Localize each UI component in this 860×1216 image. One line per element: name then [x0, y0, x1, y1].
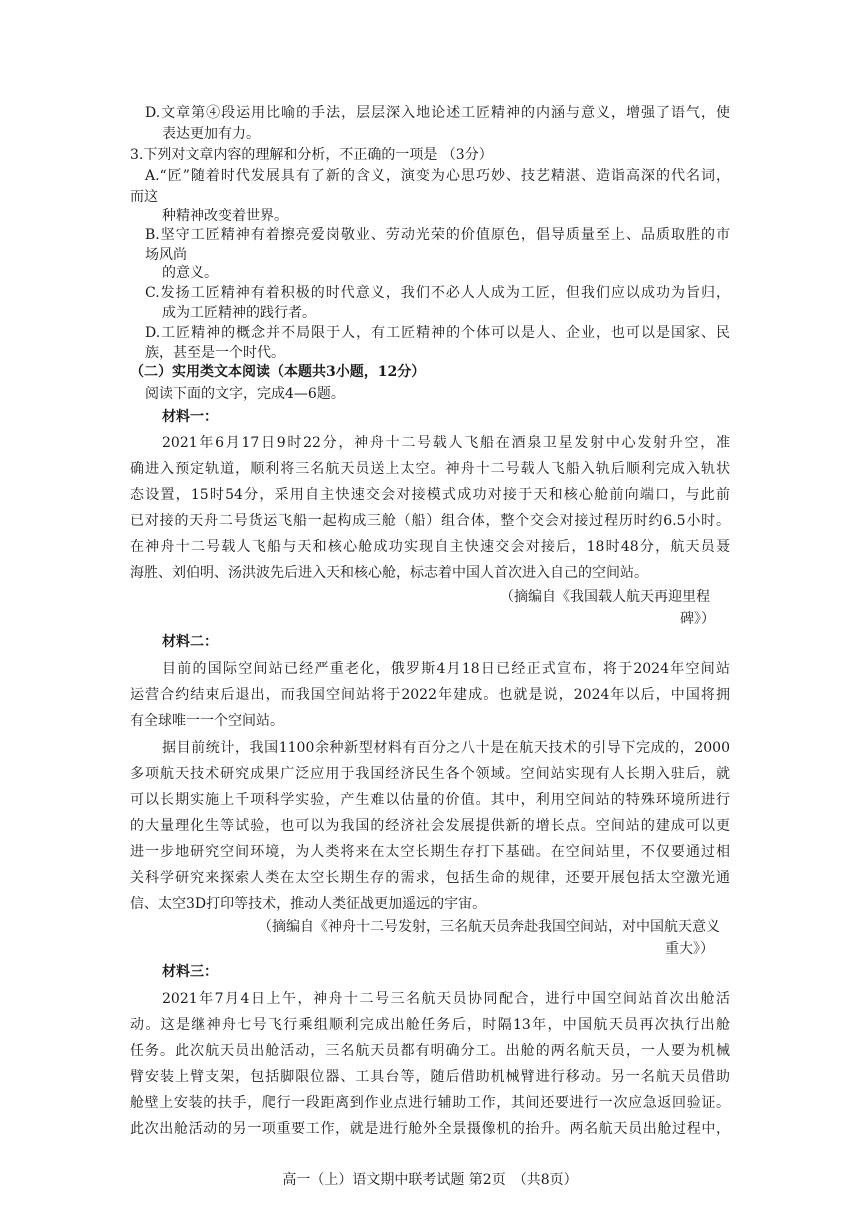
- material-1-line: 2021年6月17日9时22分，神舟十二号载人飞船在酒泉卫星发射中心发射升空，准: [162, 435, 730, 451]
- material-1-last-line: 海胜、刘伯明、汤洪波先后进入天和核心舱，标志着中国人首次进入自己的空间站。: [130, 565, 648, 581]
- material-1-label: 材料一：: [162, 409, 218, 425]
- q3-option-d-line2: 族，甚至是一个时代。: [145, 345, 285, 361]
- q3-option-c-line2: 成为工匠精神的践行者。: [162, 305, 316, 321]
- material-1-line: 已对接的天舟二号货运飞船一起构成三舱（船）组合体，整个交会对接过程历时约6.5小时。: [130, 513, 730, 529]
- material-2-p1-last: 有全球唯一一个空间站。: [130, 713, 284, 729]
- material-2-line: 目前的国际空间站已经严重老化，俄罗斯4月18日已经正式宣布，将于2024年空间站: [162, 661, 730, 677]
- q3-option-b-line2: 场风尚: [145, 247, 187, 263]
- q3-option-b-line1: B.坚守工匠精神有着擦亮爱岗敬业、劳动光荣的价值原色，倡导质量至上、品质取胜的市: [145, 227, 730, 243]
- material-2-line: 可以长期实施上千项科学实验，产生难以估量的价值。其中，利用空间站的特殊环境所进行: [130, 792, 730, 808]
- question-3-stem: 3.下列对文章内容的理解和分析，不正确的一项是 （3分）: [130, 147, 493, 163]
- q3-option-b-line3: 的意义。: [162, 265, 218, 281]
- material-3-line: 任务。此次航天员出舱活动，三名航天员都有明确分工。出舱的两名航天员，一人要为机械: [130, 1043, 730, 1059]
- material-2-source: （摘编自《神舟十二号发射，三名航天员奔赴我国空间站，对中国航天意义: [258, 919, 720, 935]
- q3-option-d-line1: D.工匠精神的概念并不局限于人，有工匠精神的个体可以是人、企业，也可以是国家、民: [145, 325, 730, 341]
- material-3-line: 臂安装上臂支架，包括脚限位器、工具台等，随后借助机械臂进行移动。另一名航天员借助: [130, 1069, 730, 1085]
- material-2-label: 材料二：: [162, 634, 218, 650]
- q3-option-a-line3: 种精神改变着世界。: [162, 208, 288, 224]
- material-1-line: 确进入预定轨道，顺利将三名航天员送上太空。神舟十二号载人飞船入轨后顺利完成入轨状: [130, 461, 730, 477]
- material-2-line: 进一步地研究空间环境，为人类将来在太空长期生存打下基础。在空间站里，不仅要通过相: [130, 844, 730, 860]
- material-2-line: 运营合约结束后退出，而我国空间站将于2022年建成。也就是说，2024年以后，中国将拥: [130, 687, 730, 703]
- material-3-line: 此次出舱活动的另一项重要工作，就是进行舱外全景摄像机的抬升。两名航天员出舱过程中，: [130, 1121, 730, 1137]
- material-1-source: （摘编自《我国载人航天再迎里程: [500, 589, 710, 605]
- material-1-line: 在神舟十二号载人飞船与天和核心舱成功实现自主快速交会对接后，18时48分，航天员聂: [130, 539, 730, 555]
- material-2-line: 多项航天技术研究成果广泛应用于我国经济民生各个领域。空间站实现有人长期入驻后，就: [130, 766, 730, 782]
- material-2-p2-last: 信、太空3D打印等技术，推动人类征战更加遥远的宇宙。: [130, 896, 487, 912]
- material-3-label: 材料三：: [162, 964, 218, 980]
- material-3-line: 舱壁上安装的扶手，爬行一段距离到作业点进行辅助工作，其间还要进行一次应急返回验证。: [130, 1095, 730, 1111]
- page-footer: 高一（上）语文期中联考试题 第2页 （共8页）: [282, 1172, 578, 1188]
- material-2-line: 据目前统计，我国1100余种新型材料有百分之八十是在航天技术的引导下完成的，2000: [162, 740, 730, 756]
- material-2-line: 关科学研究来探索人类在太空长期生存的需求，包括生命的规律，还要开展包括太空激光通: [130, 870, 730, 886]
- q2-option-d-line2: 表达更加有力。: [162, 126, 260, 142]
- material-2-source-cont: 重大》）: [665, 941, 714, 957]
- material-2-line: 的大量理化生等试验，也可以为我国的经济社会发展提供新的增长点。空间站的建成可以更: [130, 818, 730, 834]
- q2-option-d-line1: D.文章第④段运用比喻的手法，层层深入地论述工匠精神的内涵与意义，增强了语气，使: [145, 105, 730, 121]
- material-1-line: 态设置，15时54分，采用自主快速交会对接模式成功对接于天和核心舱前向端口，与此前: [130, 487, 730, 503]
- material-1-source-cont: 碑》）: [680, 611, 715, 627]
- q3-option-c-line1: C.发扬工匠精神有着积极的时代意义，我们不必人人成为工匠，但我们应以成功为旨归，: [145, 285, 730, 301]
- section-2-heading: （二）实用类文本阅读（本题共3小题，12分）: [130, 364, 426, 380]
- q3-option-a-line2: 而这: [130, 189, 158, 205]
- material-3-line: 动。这是继神舟七号飞行乘组顺利完成出舱任务后，时隔13年，中国航天员再次执行出舱: [130, 1017, 730, 1033]
- section-2-instruction: 阅读下面的文字，完成4—6题。: [145, 386, 345, 402]
- q3-option-a-line1: A.“匠”随着时代发展具有了新的含义，演变为心思巧妙、技艺精湛、造诣高深的代名词，: [145, 168, 730, 184]
- material-3-line: 2021年7月4日上午，神舟十二号三名航天员协同配合，进行中国空间站首次出舱活: [162, 991, 730, 1007]
